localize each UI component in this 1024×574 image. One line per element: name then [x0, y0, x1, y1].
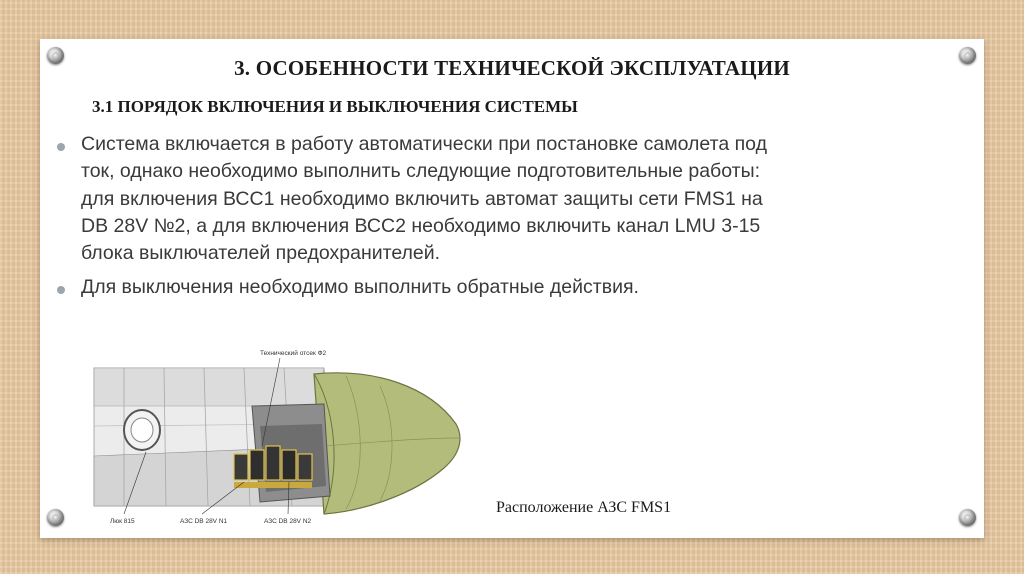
pushpin-icon [47, 509, 64, 526]
bullet-item [57, 131, 777, 267]
bullet-item [57, 274, 777, 301]
figure-label-db1: АЗС DB 28V N1 [180, 518, 228, 525]
slide-title: 3. ОСОБЕННОСТИ ТЕХНИЧЕСКОЙ ЭКСПЛУАТАЦИИ [234, 56, 790, 80]
slide-subtitle: 3.1 ПОРЯДОК ВКЛЮЧЕНИЯ И ВЫКЛЮЧЕНИЯ СИСТЕМЫ [92, 97, 578, 116]
figure-label-db2: АЗС DB 28V N2 [264, 518, 312, 525]
slide-card [40, 39, 984, 538]
figure-caption: Расположение АЗС FMS1 [496, 499, 672, 516]
bullet-text: Система включается в работу автоматически при постановке самолета под ток, однако необходимо выполнить следующие подготовительные работы: для включения ВСС1 необходимо включить автомат защиты сети FMS1 на DB 28V №2, а для включения ВСС2 необходимо включить канал LMU 3-15 блока выключателей предохранителей. [81, 133, 767, 265]
bullet-marker-icon [57, 143, 65, 151]
bullet-marker-icon [57, 286, 65, 294]
bullet-text: Для выключения необходимо выполнить обратные действия. [81, 276, 639, 299]
pushpin-icon [959, 509, 976, 526]
aircraft-compartment-figure [84, 346, 468, 529]
figure-label-hatch: Люк 815 [110, 518, 135, 525]
bullet-list [57, 131, 777, 309]
figure-label-top: Технический отсек Ф2 [260, 350, 327, 357]
